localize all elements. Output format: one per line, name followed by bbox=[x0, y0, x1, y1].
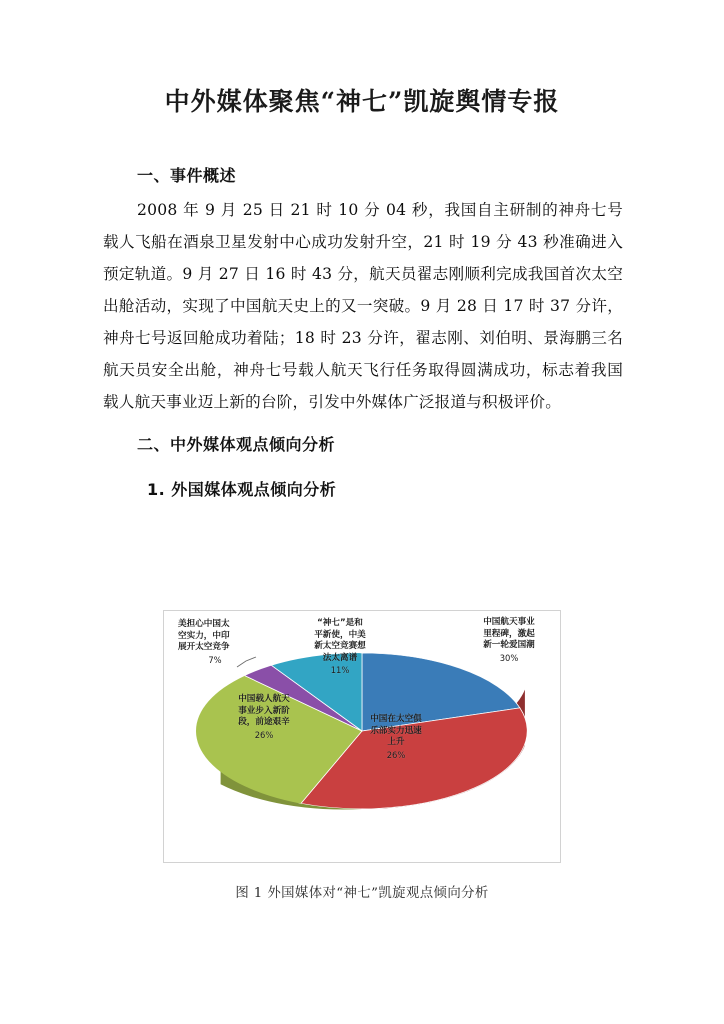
pie-label-green-percent: 26% bbox=[254, 729, 274, 740]
pie-label-red-line2: 乐部实力迅速 bbox=[370, 725, 422, 736]
pie-label-cyan bbox=[292, 618, 388, 677]
pie-label-red-line3: 上升 bbox=[387, 737, 405, 748]
pie-label-blue-line2: 里程碑，激起 bbox=[483, 628, 535, 639]
document-body bbox=[103, 163, 623, 506]
pie-label-cyan-percent: 11% bbox=[330, 665, 350, 676]
pie-label-red-line1: 中国在太空俱 bbox=[370, 714, 422, 724]
chart-canvas bbox=[164, 611, 560, 862]
pie-label-cyan-line3: 新太空竞赛想 bbox=[314, 641, 366, 652]
figure-caption: 图 1 外国媒体对“神七”凯旋观点倾向分析 bbox=[235, 886, 489, 901]
pie-label-purple-line1: 美担心中国太 bbox=[178, 619, 230, 629]
pie-label-purple-line3: 展开太空竞争 bbox=[178, 642, 230, 653]
section-paragraph-1: 2008 年 9 月 25 日 21 时 10 分 04 秒，我国自主研制的神舟七号载人飞船在酒泉卫星发射中心成功发射升空，21 时 19 分 43 秒准确进入预定轨道。9 月 27 日 16 时 43 分，航天员翟志刚顺利完成我国首次太空出舱活动，实现了中国航天史上的又一突破。9 月 28 日 17 时 37 分许，神舟七号返回舱成功着陆；18 时 23 分许，翟志刚、刘伯明、景海鹏三名航天员安全出舱，神舟七号载人航天飞行任务取得圆满成功，标志着我国载人航天事业迈上新的台阶，引发中外媒体广泛报道与积极评价。 bbox=[103, 201, 623, 411]
pie-label-blue bbox=[460, 617, 558, 664]
pie-label-blue-line1: 中国航天事业 bbox=[483, 617, 535, 627]
pie-label-purple-line2: 空实力，中印 bbox=[178, 630, 230, 641]
pie-label-green-line1: 中国载人航天 bbox=[238, 694, 290, 704]
pie-label-green-line3: 段，前途艰辛 bbox=[238, 717, 290, 728]
pie-label-blue-percent: 30% bbox=[499, 652, 519, 663]
pie-label-red bbox=[350, 714, 442, 761]
pie-label-green-line2: 事业步入新阶 bbox=[238, 705, 290, 716]
pie-label-red-percent: 26% bbox=[386, 749, 406, 760]
pie-label-purple bbox=[168, 619, 276, 666]
pie-label-green bbox=[216, 694, 312, 741]
section-heading-2: 二、中外媒体观点倾向分析 bbox=[137, 435, 336, 454]
figure-pie-chart bbox=[163, 610, 561, 863]
section-heading-3: 1. 外国媒体观点倾向分析 bbox=[147, 480, 337, 499]
section-heading-1: 一、事件概述 bbox=[137, 166, 237, 185]
pie-label-cyan-line1: “神七”是和 bbox=[317, 618, 363, 628]
pie-label-blue-line3: 新一轮爱国潮 bbox=[483, 640, 535, 651]
pie-label-cyan-line4: 法太离谱 bbox=[322, 652, 358, 663]
pie-label-cyan-line2: 平新使，中美 bbox=[314, 629, 366, 640]
page-title: 中外媒体聚焦“神七”凯旋舆情专报 bbox=[164, 87, 560, 116]
pie-label-purple-percent: 7% bbox=[208, 654, 222, 665]
